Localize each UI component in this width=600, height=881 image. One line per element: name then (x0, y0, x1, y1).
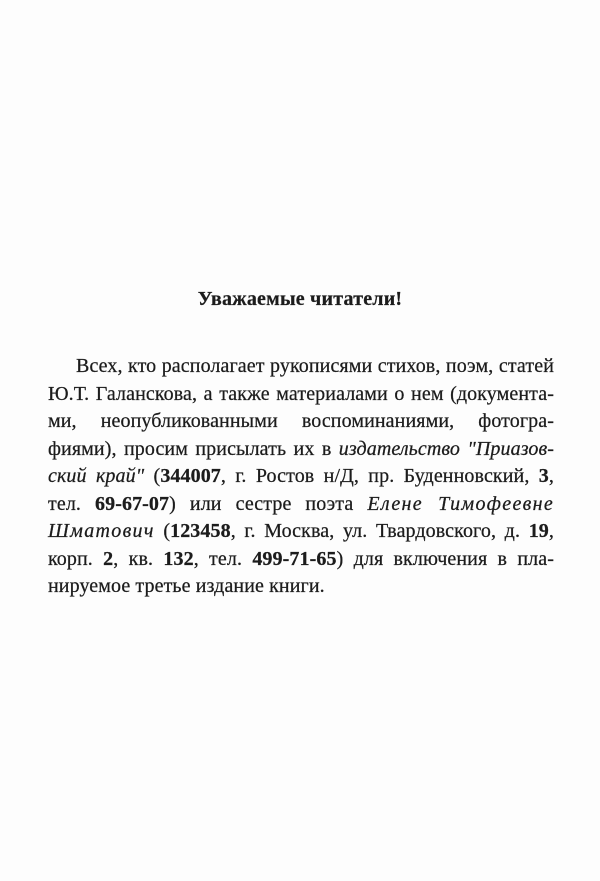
text-segment: ми, неопубликованными воспоминаниями, фотогра- (48, 410, 554, 432)
text-segment: издательство "Приазов- (338, 437, 555, 460)
paragraph-line (48, 546, 554, 574)
text-segment: нируемое третье издание книги. (48, 575, 325, 597)
text-segment: ) или сестре поэта (169, 492, 368, 515)
paragraph-line (48, 573, 554, 601)
text-segment: Шматович (48, 520, 155, 542)
text-segment: 132 (163, 547, 194, 570)
text-segment: Елене Тимофеевне (367, 492, 555, 515)
paragraph-line (48, 408, 554, 436)
paragraph-line (48, 381, 554, 409)
text-segment: 3 (538, 465, 549, 487)
text-segment: Всех, кто располагает рукописями стихов, поэм, статей (76, 355, 554, 377)
text-segment: , (548, 465, 554, 487)
text-segment: фиями), просим присылать их в (48, 437, 339, 460)
text-segment: , г. Ростов н/Д, пр. Буденновский, (220, 465, 539, 487)
text-segment: Ю.Т. Галанскова, а также материалами о нем (документа- (48, 382, 554, 405)
text-segment: , г. Москва, ул. Твардовского, д. (230, 520, 529, 542)
text-segment: ( (144, 465, 161, 487)
text-segment: 19 (528, 520, 549, 542)
text-segment: , кв. (113, 547, 164, 570)
paragraph-line (48, 491, 554, 519)
paragraph-line (48, 463, 554, 491)
text-segment: корп. (48, 547, 104, 570)
text-segment: 123458 (170, 520, 231, 542)
announcement-paragraph (48, 353, 554, 601)
paragraph-line (48, 436, 554, 464)
text-segment: 344007 (160, 465, 221, 487)
text-segment: 2 (103, 547, 114, 570)
paragraph-line (48, 353, 554, 381)
text-segment: 499-71-65 (252, 547, 337, 570)
text-segment: 69-67-07 (95, 492, 170, 515)
text-segment: ( (154, 520, 171, 542)
text-segment: тел. (48, 492, 96, 515)
text-segment: , (548, 520, 554, 542)
section-heading: Уважаемые читатели! (197, 288, 403, 310)
paragraph-line (48, 518, 554, 546)
text-segment: ский край" (48, 465, 145, 487)
text-segment: , тел. (193, 547, 253, 570)
text-segment: ) для включения в пла- (336, 547, 554, 570)
